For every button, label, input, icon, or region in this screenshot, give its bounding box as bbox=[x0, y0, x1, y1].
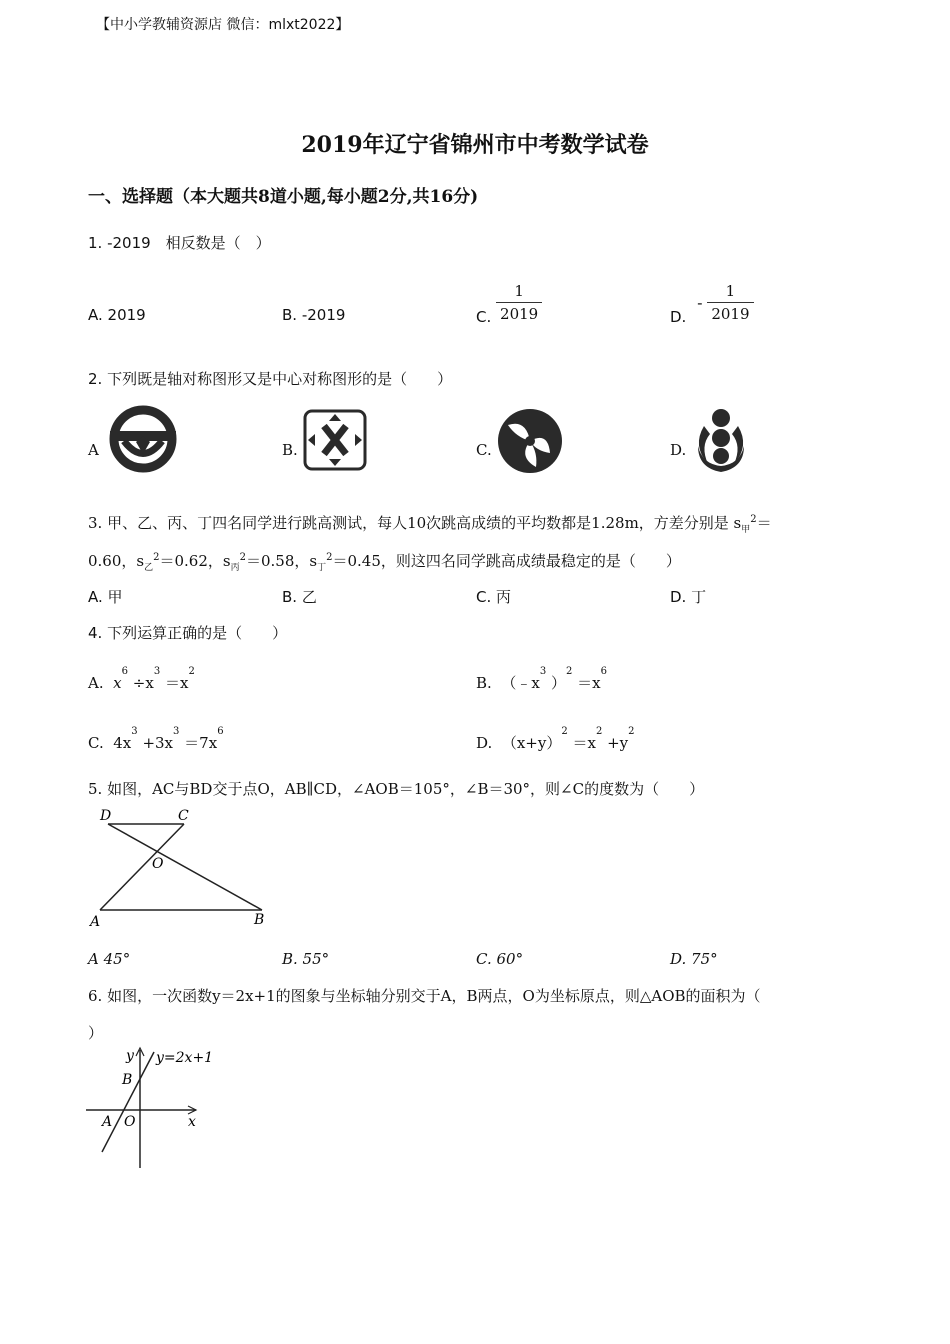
question-3-text: 3. 甲、乙、丙、丁四名同学进行跳高测试，每人10次跳高成绩的平均数都是1.28m，方差分别是 s bbox=[88, 514, 742, 532]
symbol-b-icon bbox=[302, 408, 368, 472]
symbol-d-icon bbox=[690, 406, 752, 476]
question-6-stem-continued: ） bbox=[88, 1024, 104, 1042]
math-term: 4x bbox=[113, 734, 132, 752]
question-3-line-2 bbox=[88, 550, 681, 571]
section-heading: 一、选择题（本大题共8道小题,每小题2分,共16分) bbox=[88, 187, 479, 207]
point-label-b: B bbox=[122, 1072, 133, 1088]
question-3-option-c: C. 丙 bbox=[476, 588, 512, 606]
fraction-denominator: 2019 bbox=[496, 302, 542, 323]
point-label-b: B bbox=[254, 912, 265, 928]
question-4-option-d bbox=[476, 726, 635, 753]
page-title: 2019年辽宁省锦州市中考数学试卷 bbox=[301, 132, 649, 158]
option-label: B. bbox=[476, 674, 492, 692]
math-term: ） bbox=[550, 674, 566, 692]
subscript: 甲 bbox=[741, 525, 751, 535]
math-term: （x+y） bbox=[501, 734, 562, 752]
math-term: ＝x bbox=[164, 674, 189, 692]
question-1-stem: 1. -2019 相反数是（ ） bbox=[88, 234, 271, 252]
exponent: 2 bbox=[565, 666, 573, 677]
math-term: ＝7x bbox=[184, 734, 218, 752]
math-term: ÷x bbox=[132, 674, 154, 692]
point-label-a: A bbox=[90, 914, 101, 930]
fraction bbox=[496, 282, 542, 323]
math-term: x bbox=[113, 674, 122, 692]
superscript: 2 bbox=[239, 552, 246, 563]
point-label-a: A bbox=[102, 1114, 113, 1130]
exponent: 2 bbox=[561, 726, 568, 737]
exponent: 3 bbox=[173, 726, 180, 737]
question-6-figure bbox=[84, 1046, 224, 1170]
point-label-d: D bbox=[100, 808, 112, 824]
exponent: 2 bbox=[188, 666, 195, 677]
question-2-option-c-label: C. bbox=[476, 441, 492, 459]
math-term: +3x bbox=[142, 734, 174, 752]
superscript: 2 bbox=[153, 552, 160, 563]
subscript: 乙 bbox=[144, 563, 154, 573]
option-d-label: D. bbox=[670, 307, 687, 326]
point-label-o: O bbox=[152, 856, 164, 872]
superscript: 2 bbox=[750, 514, 757, 525]
origin-label-o: O bbox=[124, 1114, 136, 1130]
exponent: 2 bbox=[595, 726, 603, 737]
exponent: 3 bbox=[539, 666, 547, 677]
question-5-option-a: A 45° bbox=[88, 950, 131, 968]
question-2-option-b-label: B. bbox=[282, 441, 298, 459]
variance-b: ＝0.62，s bbox=[159, 552, 231, 570]
minus-sign: - bbox=[697, 293, 703, 312]
fraction-denominator: 2019 bbox=[707, 302, 753, 323]
fraction-numerator: 1 bbox=[514, 282, 524, 300]
math-term: ＝x bbox=[572, 734, 596, 752]
superscript: 2 bbox=[326, 552, 333, 563]
option-c-label: C. bbox=[476, 307, 492, 326]
variance-d: ＝0.45，则这四名同学跳高成绩最稳定的是（ ） bbox=[332, 552, 681, 570]
option-label: D. bbox=[476, 734, 493, 752]
question-5-option-b: B. 55° bbox=[282, 950, 330, 968]
question-5-option-d: D. 75° bbox=[670, 950, 718, 968]
question-4-option-b bbox=[476, 666, 607, 693]
option-label: A. bbox=[88, 674, 104, 692]
option-label: C. bbox=[88, 734, 104, 752]
axis-label-y: y bbox=[126, 1048, 134, 1064]
math-term: ＝x bbox=[577, 674, 601, 692]
question-3-option-a: A. 甲 bbox=[88, 588, 123, 606]
exponent: 3 bbox=[131, 726, 138, 737]
question-3-option-b: B. 乙 bbox=[282, 588, 317, 606]
question-6-stem: 6. 如图，一次函数y＝2x+1的图象与坐标轴分别交于A，B两点，O为坐标原点，则△AOB的面积为（ bbox=[88, 987, 761, 1005]
question-2-option-a-label: A bbox=[88, 441, 99, 459]
question-1-option-c bbox=[476, 282, 542, 326]
subscript: 丙 bbox=[230, 563, 240, 573]
axis-label-x: x bbox=[188, 1114, 196, 1130]
symbol-c-icon bbox=[496, 407, 564, 475]
fraction bbox=[707, 282, 753, 323]
variance-a: 0.60，s bbox=[88, 552, 145, 570]
question-4-stem: 4. 下列运算正确的是（ ） bbox=[88, 624, 288, 642]
question-3-option-d: D. 丁 bbox=[670, 588, 707, 606]
math-term: （﹣x bbox=[501, 674, 540, 692]
fraction-numerator: 1 bbox=[725, 282, 736, 300]
question-5-figure bbox=[86, 806, 276, 932]
question-1-option-b: B. -2019 bbox=[282, 306, 346, 324]
exponent: 2 bbox=[628, 726, 635, 737]
point-label-c: C bbox=[178, 808, 189, 824]
question-5-stem: 5. 如图，AC与BD交于点O，AB∥CD，∠AOB＝105°，∠B＝30°，则∠C的度数为（ ） bbox=[88, 780, 705, 798]
subscript: 丁 bbox=[317, 563, 327, 573]
exponent: 6 bbox=[217, 726, 224, 737]
exponent: 6 bbox=[600, 666, 607, 677]
header-note: 【中小学教辅资源店 微信：mlxt2022】 bbox=[96, 17, 350, 33]
question-4-option-c bbox=[88, 726, 224, 753]
line-equation-label: y=2x+1 bbox=[156, 1050, 214, 1066]
question-2-option-d-label: D. bbox=[670, 441, 687, 459]
question-4-option-a bbox=[88, 666, 195, 693]
question-3-line-1 bbox=[88, 512, 772, 533]
question-1-option-d bbox=[670, 282, 754, 326]
question-1-option-a: A. 2019 bbox=[88, 306, 146, 324]
variance-c: ＝0.58，s bbox=[246, 552, 318, 570]
question-2-stem: 2. 下列既是轴对称图形又是中心对称图形的是（ ） bbox=[88, 370, 453, 388]
equals-sign: ＝ bbox=[756, 514, 772, 532]
symbol-a-icon bbox=[108, 404, 178, 474]
exponent: 3 bbox=[153, 666, 161, 677]
math-term: +y bbox=[607, 734, 629, 752]
question-5-option-c: C. 60° bbox=[476, 950, 524, 968]
exponent: 6 bbox=[121, 666, 128, 677]
